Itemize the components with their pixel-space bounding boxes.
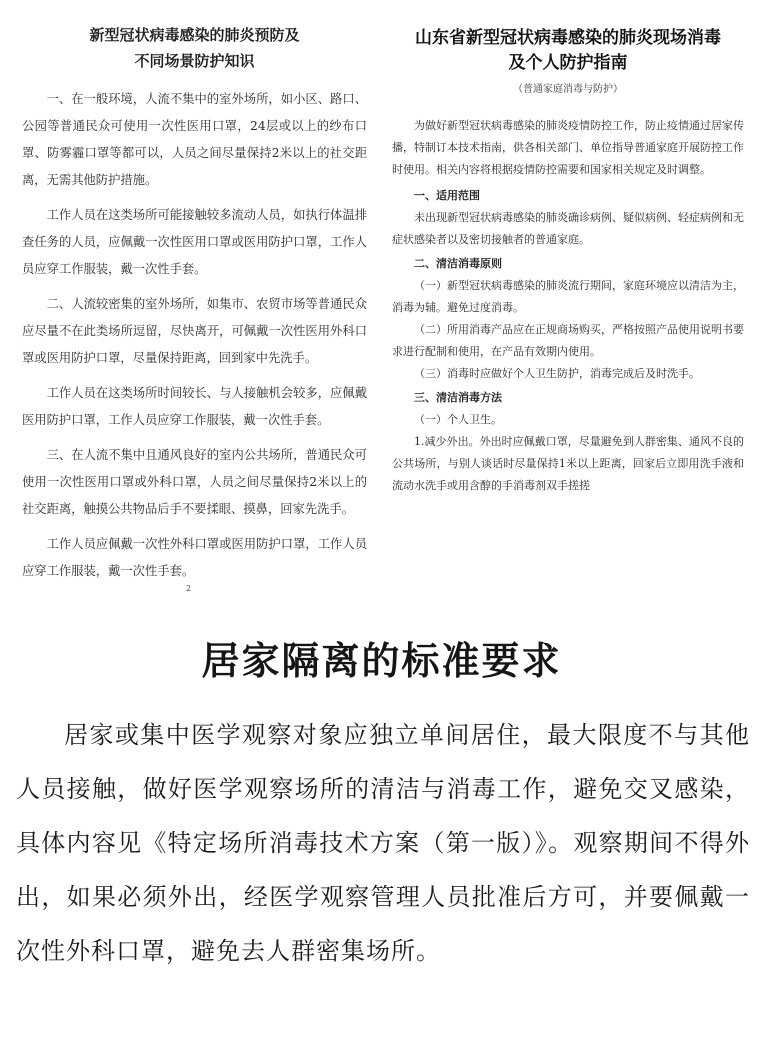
left-paragraph: 工作人员应佩戴一次性外科口罩或医用防护口罩，工作人员应穿工作服装，戴一次性手套。 bbox=[22, 537, 367, 578]
home-isolation-title: 居家隔离的标准要求 bbox=[201, 638, 562, 683]
page-number: 2 bbox=[186, 584, 192, 593]
left-paragraph: 二、人流较密集的室外场所，如集市、农贸市场等普通民众应尽量不在此类场所逗留，尽快离开，可佩戴一次性医用外科口罩或医用防护口罩，尽量保持距离，回到家中先洗手。 bbox=[22, 297, 367, 365]
right-page-title bbox=[392, 26, 744, 76]
left-page-title bbox=[22, 22, 367, 74]
left-title-line-1: 新型冠状病毒感染的肺炎预防及 bbox=[89, 26, 300, 44]
section-text-scope: 未出现新型冠状病毒感染的肺炎确诊病例、疑似病例、轻症病例和无症状感染者以及密切接触者的普通家庭。 bbox=[392, 211, 744, 246]
right-page-subtitle: （普通家庭消毒与防护） bbox=[513, 84, 623, 95]
left-document-page bbox=[22, 22, 367, 593]
left-title-line-2: 不同场景防护知识 bbox=[134, 52, 255, 70]
right-title-line-2: 及个人防护指南 bbox=[508, 53, 628, 73]
left-paragraph: 工作人员在这类场所时间较长、与人接触机会较多，应佩戴医用防护口罩，工作人员应穿工作服装，戴一次性手套。 bbox=[22, 386, 367, 427]
left-paragraph: 一、在一般环境，人流不集中的室外场所，如小区、路口、公园等普通民众可使用一次性医用口罩，24层或以上的纱布口罩、防雾霾口罩等都可以，人员之间尽量保持2米以上的社交距离，无需其他防护措施。 bbox=[22, 92, 367, 187]
right-document-page bbox=[392, 26, 744, 497]
principle-item: （一）新型冠状病毒感染的肺炎流行期间，家庭环境应以清洁为主，消毒为辅。避免过度消毒。 bbox=[392, 279, 744, 314]
right-title-line-1: 山东省新型冠状病毒感染的肺炎现场消毒 bbox=[415, 28, 721, 48]
right-intro-paragraph: 为做好新型冠状病毒感染的肺炎疫情防控工作，防止疫情通过居家传播，特制订本技术指南，供各相关部门、单位指导普通家庭开展防控工作时使用。相关内容将根据疫情防控需要和国家相关规定及时调整。 bbox=[392, 119, 744, 176]
left-paragraph: 工作人员在这类场所可能接触较多流动人员，如执行体温排查任务的人员，应佩戴一次性医用口罩或医用防护口罩，工作人员应穿工作服装，戴一次性手套。 bbox=[22, 208, 367, 276]
methods-text: 1.减少外出。外出时应佩戴口罩，尽量避免到人群密集、通风不良的公共场所，与别人谈话时尽量保持1米以上距离，回家后立即用洗手液和流动水洗手或用含醇的手消毒剂双手搓搓 bbox=[392, 435, 744, 492]
section-heading-principles: 二、清洁消毒原则 bbox=[414, 257, 502, 270]
methods-subheading: （一）个人卫生。 bbox=[414, 413, 502, 426]
principle-item: （二）所用消毒产品应在正规商场购买，严格按照产品使用说明书要求进行配制和使用，在产品有效期内使用。 bbox=[392, 323, 744, 358]
section-heading-methods: 三、清洁消毒方法 bbox=[414, 391, 502, 404]
section-heading-scope: 一、适用范围 bbox=[414, 189, 480, 202]
left-paragraph: 三、在人流不集中且通风良好的室内公共场所，普通民众可使用一次性医用口罩或外科口罩，人员之间尽量保持2米以上的社交距离，触摸公共物品后手不要揉眼、摸鼻，回家先洗手。 bbox=[22, 448, 367, 516]
home-isolation-body: 居家或集中医学观察对象应独立单间居住，最大限度不与其他人员接触，做好医学观察场所的清洁与消毒工作，避免交叉感染，具体内容见《特定场所消毒技术方案（第一版）》。观察期间不得外出，如果必须外出，经医学观察管理人员批准后方可，并要佩戴一次性外科口罩，避免去人群密集场所。 bbox=[16, 721, 750, 965]
principle-item: （三）消毒时应做好个人卫生防护，消毒完成后及时洗手。 bbox=[414, 367, 700, 380]
